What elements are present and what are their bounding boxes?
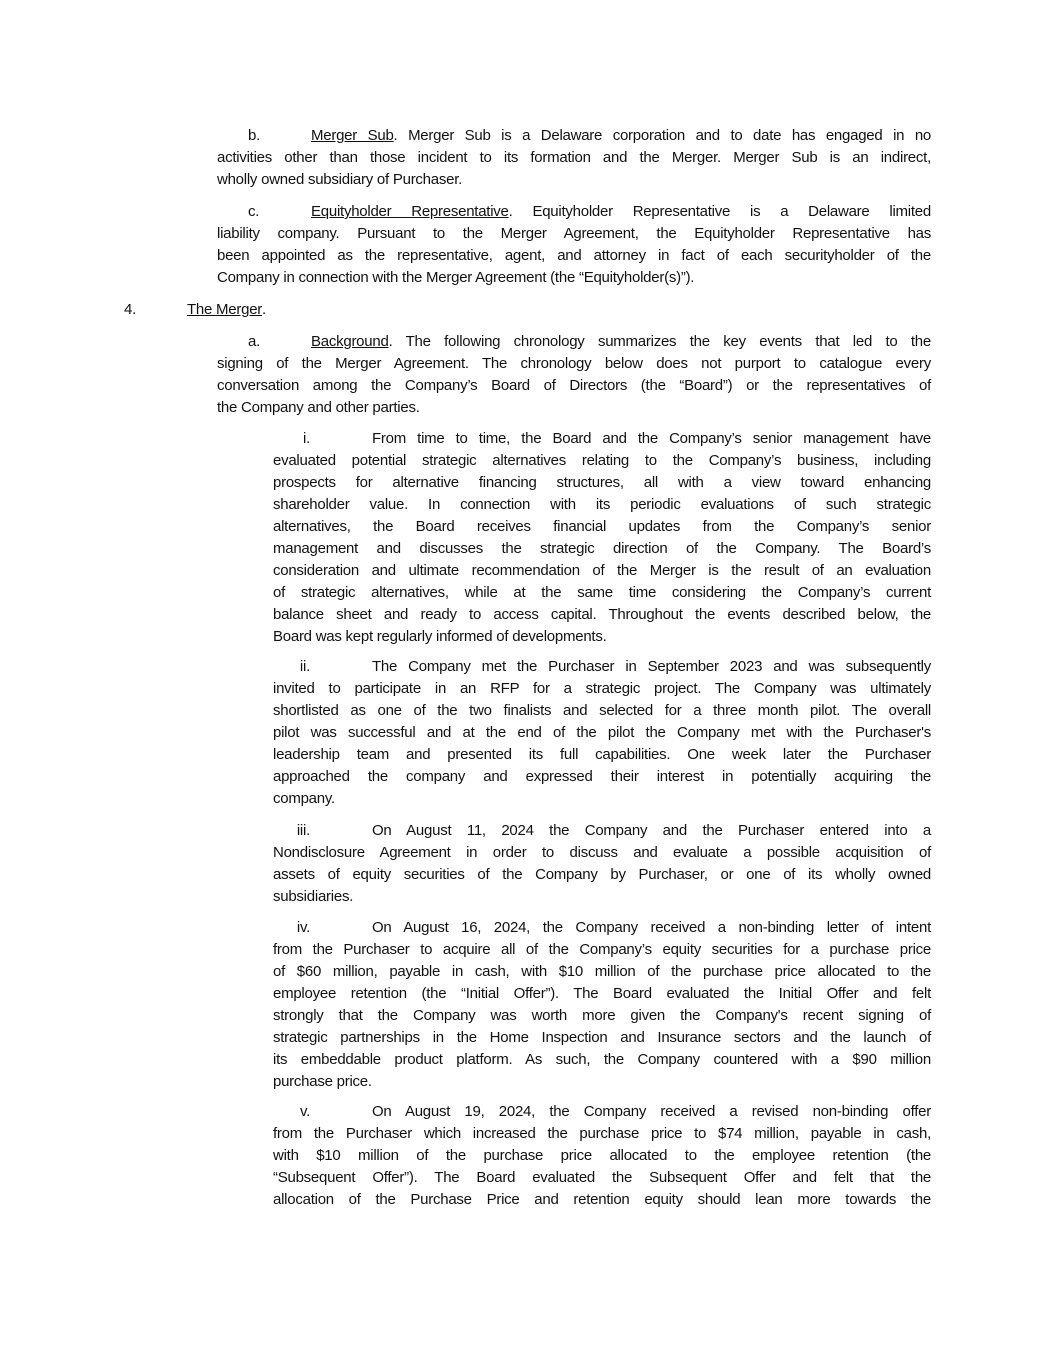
text-line: been appointed as the representative, agent, and attorney in fact of each securityholder of the [217, 247, 931, 264]
paragraph-c [217, 201, 931, 289]
text-line: “Subsequent Offer”). The Board evaluated the Subsequent Offer and felt that the [273, 1169, 931, 1186]
text-line: its embeddable product platform. As such, the Company countered with a $90 million [273, 1051, 931, 1068]
text-line: From time to time, the Board and the Company’s senior management have [372, 430, 931, 447]
section-number: 4. [124, 301, 137, 318]
paragraph-heading: Background [311, 333, 389, 350]
paragraph-marker: iv. [296, 919, 310, 936]
section-heading: The Merger [187, 301, 263, 318]
text-line: On August 16, 2024, the Company received a non-binding letter of intent [372, 919, 931, 936]
paragraph-4 [124, 299, 931, 321]
text-line [217, 201, 931, 223]
text-line: invited to participate in an RFP for a strategic project. The Company was ultimately [273, 680, 931, 697]
paragraph-text: Equityholder Representative is a Delaware limited [532, 203, 931, 220]
text-line: signing of the Merger Agreement. The chronology below does not purport to catalogue every [217, 355, 931, 372]
text-line: alternatives, the Board receives financial updates from the Company’s senior [273, 518, 931, 535]
text-line: approached the company and expressed their interest in potentially acquiring the [273, 768, 931, 785]
paragraph-marker: c. [248, 203, 260, 220]
text-line: wholly owned subsidiary of Purchaser. [217, 171, 463, 188]
text-line: strongly that the Company was worth more given the Company's recent signing of [273, 1007, 931, 1024]
text-line: leadership team and presented its full capabilities. One week later the Purchaser [273, 746, 931, 763]
text-line: conversation among the Company’s Board of Directors (the “Board”) or the representatives of [217, 377, 931, 394]
text-line [217, 125, 931, 147]
text-line: of $60 million, payable in cash, with $10 million of the purchase price allocated to the [273, 963, 931, 980]
paragraph-iii [273, 820, 931, 908]
text-line: On August 19, 2024, the Company received a revised non-binding offer [372, 1103, 931, 1120]
text-line: consideration and ultimate recommendation of the Merger is the result of an evaluation [273, 562, 931, 579]
section-heading-line [124, 299, 931, 321]
text-line: strategic partnerships in the Home Inspection and Insurance sectors and the launch of [273, 1029, 931, 1046]
paragraph-marker: b. [248, 127, 261, 144]
paragraph-marker: v. [299, 1103, 310, 1120]
heading-period: . [262, 301, 266, 318]
paragraph-heading: Merger Sub [311, 127, 394, 144]
text-line: liability company. Pursuant to the Merger Agreement, the Equityholder Representative has [217, 225, 931, 242]
text-line: management and discusses the strategic direction of the Company. The Board’s [273, 540, 931, 557]
paragraph-b [217, 125, 931, 191]
text-line: pilot was successful and at the end of the pilot the Company met with the Purchaser's [273, 724, 931, 741]
paragraph-marker: a. [248, 333, 261, 350]
text-line: purchase price. [273, 1073, 372, 1090]
paragraph-ii [273, 656, 931, 810]
text-line: subsidiaries. [273, 888, 354, 905]
heading-period: . [508, 203, 533, 220]
paragraph-i [273, 428, 931, 648]
paragraph-a [217, 331, 931, 419]
paragraph-heading: Equityholder Representative [311, 203, 509, 220]
text-line: Nondisclosure Agreement in order to discuss and evaluate a possible acquisition of [273, 844, 931, 861]
heading-period: . [393, 127, 409, 144]
paragraph-v [273, 1101, 931, 1211]
paragraph-text: The following chronology summarizes the key events that led to the [405, 333, 931, 350]
text-line: prospects for alternative financing structures, all with a view toward enhancing [273, 474, 931, 491]
text-line [217, 331, 931, 353]
paragraph-text: Merger Sub is a Delaware corporation and to date has engaged in no [408, 127, 932, 144]
text-line: The Company met the Purchaser in September 2023 and was subsequently [372, 658, 931, 675]
heading-period: . [388, 333, 406, 350]
text-line: employee retention (the “Initial Offer”). The Board evaluated the Initial Offer and felt [273, 985, 931, 1002]
text-line: evaluated potential strategic alternatives relating to the Company’s business, including [273, 452, 931, 469]
text-line: of strategic alternatives, while at the same time considering the Company’s current [273, 584, 931, 601]
text-line: the Company and other parties. [217, 399, 420, 416]
text-line: assets of equity securities of the Company by Purchaser, or one of its wholly owned [273, 866, 931, 883]
text-line: Board was kept regularly informed of developments. [273, 628, 607, 645]
paragraph-iv [273, 917, 931, 1093]
text-line: balance sheet and ready to access capital. Throughout the events described below, the [273, 606, 931, 623]
paragraph-marker: iii. [296, 822, 310, 839]
text-line: activities other than those incident to its formation and the Merger. Merger Sub is an indirect, [217, 149, 931, 166]
text-line: shortlisted as one of the two finalists and selected for a three month pilot. The overall [273, 702, 931, 719]
paragraph-marker: i. [303, 430, 310, 447]
text-line: from the Purchaser to acquire all of the Company’s equity securities for a purchase price [273, 941, 931, 958]
paragraph-marker: ii. [299, 658, 310, 675]
text-line: Company in connection with the Merger Agreement (the “Equityholder(s)”). [217, 269, 695, 286]
text-line: from the Purchaser which increased the purchase price to $74 million, payable in cash, [273, 1125, 931, 1142]
text-line: shareholder value. In connection with its periodic evaluations of such strategic [273, 496, 931, 513]
text-line: allocation of the Purchase Price and retention equity should lean more towards the [273, 1191, 931, 1208]
text-line: company. [273, 790, 335, 807]
text-line: with $10 million of the purchase price allocated to the employee retention (the [273, 1147, 931, 1164]
text-line: On August 11, 2024 the Company and the Purchaser entered into a [372, 822, 931, 839]
